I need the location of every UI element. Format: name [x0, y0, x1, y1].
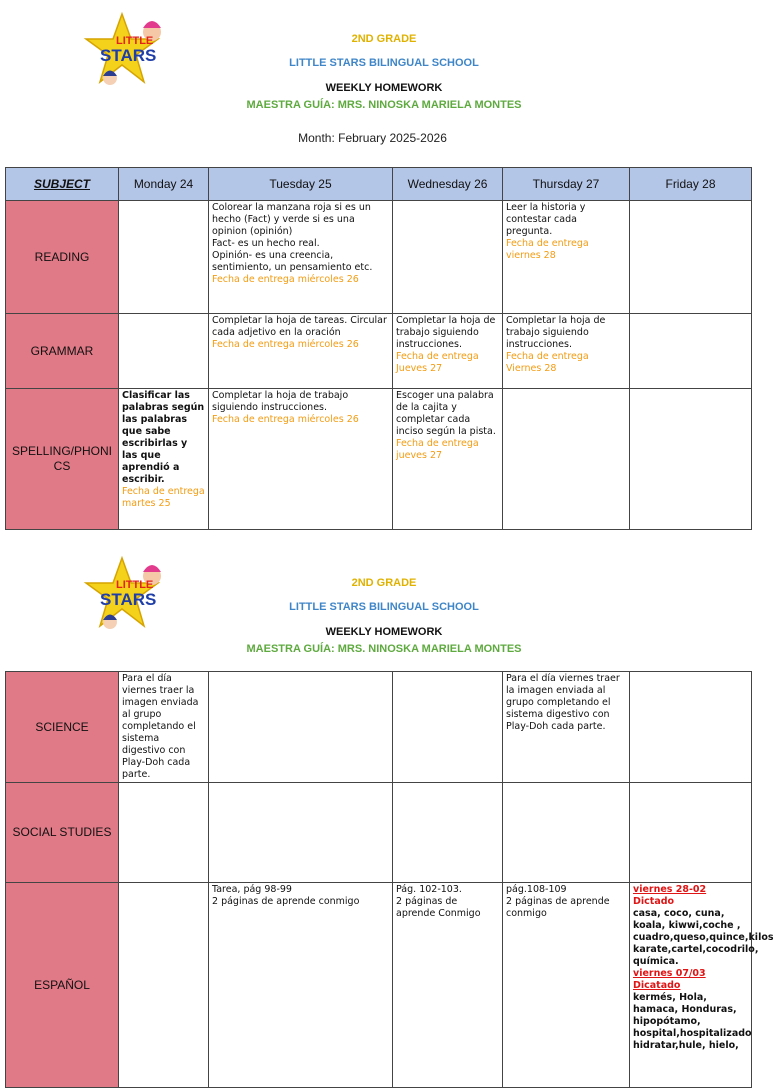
table-row-espanol: [6, 883, 752, 1088]
task-text: Tarea, pág 98-99: [212, 884, 292, 895]
column-header-thursday: Thursday 27: [503, 168, 630, 201]
cell-reading-thursday: [503, 201, 630, 314]
subject-espanol: ESPAÑOL: [6, 883, 119, 1088]
task-text: Completar la hoja de tareas. Circular cada adjetivo en la oración: [212, 315, 387, 338]
cell-spelling-friday: [630, 389, 752, 530]
cell-grammar-wednesday: [393, 314, 503, 389]
subject-grammar: GRAMMAR: [6, 314, 119, 389]
page-title: WEEKLY HOMEWORK: [325, 626, 443, 638]
cell-grammar-monday: [119, 314, 209, 389]
cell-espanol-thursday: [503, 883, 630, 1088]
task-text: Colorear la manzana roja si es un hecho (Fact) y verde si es una opinion (opinión): [212, 202, 371, 237]
task-text: Para el día viernes traer la imagen enviada al grupo completando el sistema digestivo con Play-Doh cada parte.: [122, 673, 199, 780]
due-date: Fecha de entrega martes 25: [122, 486, 205, 509]
cell-espanol-tuesday: [209, 883, 393, 1088]
cell-science-friday: [630, 672, 752, 783]
homework-table-2: [5, 671, 774, 1088]
column-header-monday: Monday 24: [119, 168, 209, 201]
table-row-grammar: [6, 314, 752, 389]
due-date: Fecha de entrega Viernes 28: [506, 351, 589, 374]
dictation-date: viernes 28-02: [633, 884, 707, 895]
table-row-spelling: [6, 389, 752, 530]
due-date: Fecha de entrega miércoles 26: [212, 414, 359, 425]
cell-spelling-tuesday: [209, 389, 393, 530]
cell-social-monday: [119, 783, 209, 883]
cell-espanol-friday: [630, 883, 774, 1088]
task-text: Leer la historia y contestar cada pregunta.: [506, 202, 586, 237]
task-text: Fact- es un hecho real.: [212, 238, 320, 249]
grade-label: 2ND GRADE: [351, 577, 417, 589]
column-header-subject: SUBJECT: [6, 168, 119, 201]
cell-social-thursday: [503, 783, 630, 883]
cell-spelling-thursday: [503, 389, 630, 530]
cell-social-wednesday: [393, 783, 503, 883]
cell-reading-friday: [630, 201, 752, 314]
school-logo: [88, 12, 168, 92]
task-text: Clasificar las palabras según las palabras que sabe escribirlas y las que aprendió a escribir.: [122, 390, 205, 485]
cell-science-tuesday: [209, 672, 393, 783]
task-text: Pág. 102-103.: [396, 884, 462, 895]
task-text: 2 páginas de aprende Conmigo: [396, 896, 481, 919]
dictation-words: kermés, Hola, hamaca, Honduras, hipopótamo, hospital,hospitalizado hidratar,hule, hielo,: [633, 992, 752, 1051]
school-name: LITTLE STARS BILINGUAL SCHOOL: [289, 601, 479, 613]
svg-text:LITTLE: LITTLE: [116, 35, 154, 47]
task-text: Completar la hoja de trabajo siguiendo instrucciones.: [506, 315, 606, 350]
cell-science-monday: [119, 672, 209, 783]
page-title: WEEKLY HOMEWORK: [325, 82, 443, 94]
cell-science-thursday: [503, 672, 630, 783]
task-text: 2 páginas de aprende conmigo: [506, 896, 610, 919]
homework-table-1: [5, 167, 752, 530]
table-row-science: [6, 672, 752, 783]
dictation-words: casa, coco, cuna, koala, kiwwi,coche , cuadro,queso,quince,kilos karate,cartel,cocodrilo, química.: [633, 908, 774, 967]
cell-reading-wednesday: [393, 201, 503, 314]
header-row: [6, 168, 752, 201]
column-header-friday: Friday 28: [630, 168, 752, 201]
teacher-name: MAESTRA GUÍA: MRS. NINOSKA MARIELA MONTES: [246, 643, 522, 655]
cell-social-friday: [630, 783, 752, 883]
subject-social-studies: SOCIAL STUDIES: [6, 783, 119, 883]
task-text: 2 páginas de aprende conmigo: [212, 896, 360, 907]
table-row-reading: [6, 201, 752, 314]
due-date: Fecha de entrega miércoles 26: [212, 339, 359, 350]
cell-science-wednesday: [393, 672, 503, 783]
column-header-wednesday: Wednesday 26: [393, 168, 503, 201]
task-text: Completar la hoja de trabajo siguiendo instrucciones.: [212, 390, 349, 413]
due-date: Fecha de entrega viernes 28: [506, 238, 589, 261]
svg-text:STARS: STARS: [100, 46, 157, 65]
cell-espanol-monday: [119, 883, 209, 1088]
school-logo: [88, 556, 168, 636]
cell-spelling-wednesday: [393, 389, 503, 530]
cell-grammar-thursday: [503, 314, 630, 389]
task-text: pág.108-109: [506, 884, 567, 895]
task-text: Opinión- es una creencia, sentimiento, un pensamiento etc.: [212, 250, 373, 273]
teacher-name: MAESTRA GUÍA: MRS. NINOSKA MARIELA MONTES: [246, 99, 522, 111]
task-text: Escoger una palabra de la cajita y completar cada inciso según la pista.: [396, 390, 496, 437]
dictation-date: viernes 07/03 Dicatado: [633, 968, 706, 991]
grade-label: 2ND GRADE: [351, 33, 417, 45]
due-date: Fecha de entrega jueves 27: [396, 438, 479, 461]
subject-spelling: SPELLING/PHONICS: [6, 389, 119, 530]
dictation-label: Dictado: [633, 896, 675, 907]
due-date: Fecha de entrega Jueves 27: [396, 351, 479, 374]
cell-reading-monday: [119, 201, 209, 314]
cell-social-tuesday: [209, 783, 393, 883]
svg-text:LITTLE: LITTLE: [116, 579, 154, 591]
cell-espanol-wednesday: [393, 883, 503, 1088]
month-label: Month: February 2025-2026: [298, 131, 447, 145]
cell-spelling-monday: [119, 389, 209, 530]
svg-text:STARS: STARS: [100, 590, 157, 609]
column-header-tuesday: Tuesday 25: [209, 168, 393, 201]
subject-reading: READING: [6, 201, 119, 314]
cell-reading-tuesday: [209, 201, 393, 314]
cell-grammar-friday: [630, 314, 752, 389]
school-name: LITTLE STARS BILINGUAL SCHOOL: [289, 57, 479, 69]
cell-grammar-tuesday: [209, 314, 393, 389]
task-text: Para el día viernes traer la imagen enviada al grupo completando el sistema digestivo con Play-Doh cada parte.: [506, 673, 620, 732]
table-row-social-studies: [6, 783, 752, 883]
task-text: Completar la hoja de trabajo siguiendo instrucciones.: [396, 315, 496, 350]
due-date: Fecha de entrega miércoles 26: [212, 274, 359, 285]
subject-science: SCIENCE: [6, 672, 119, 783]
